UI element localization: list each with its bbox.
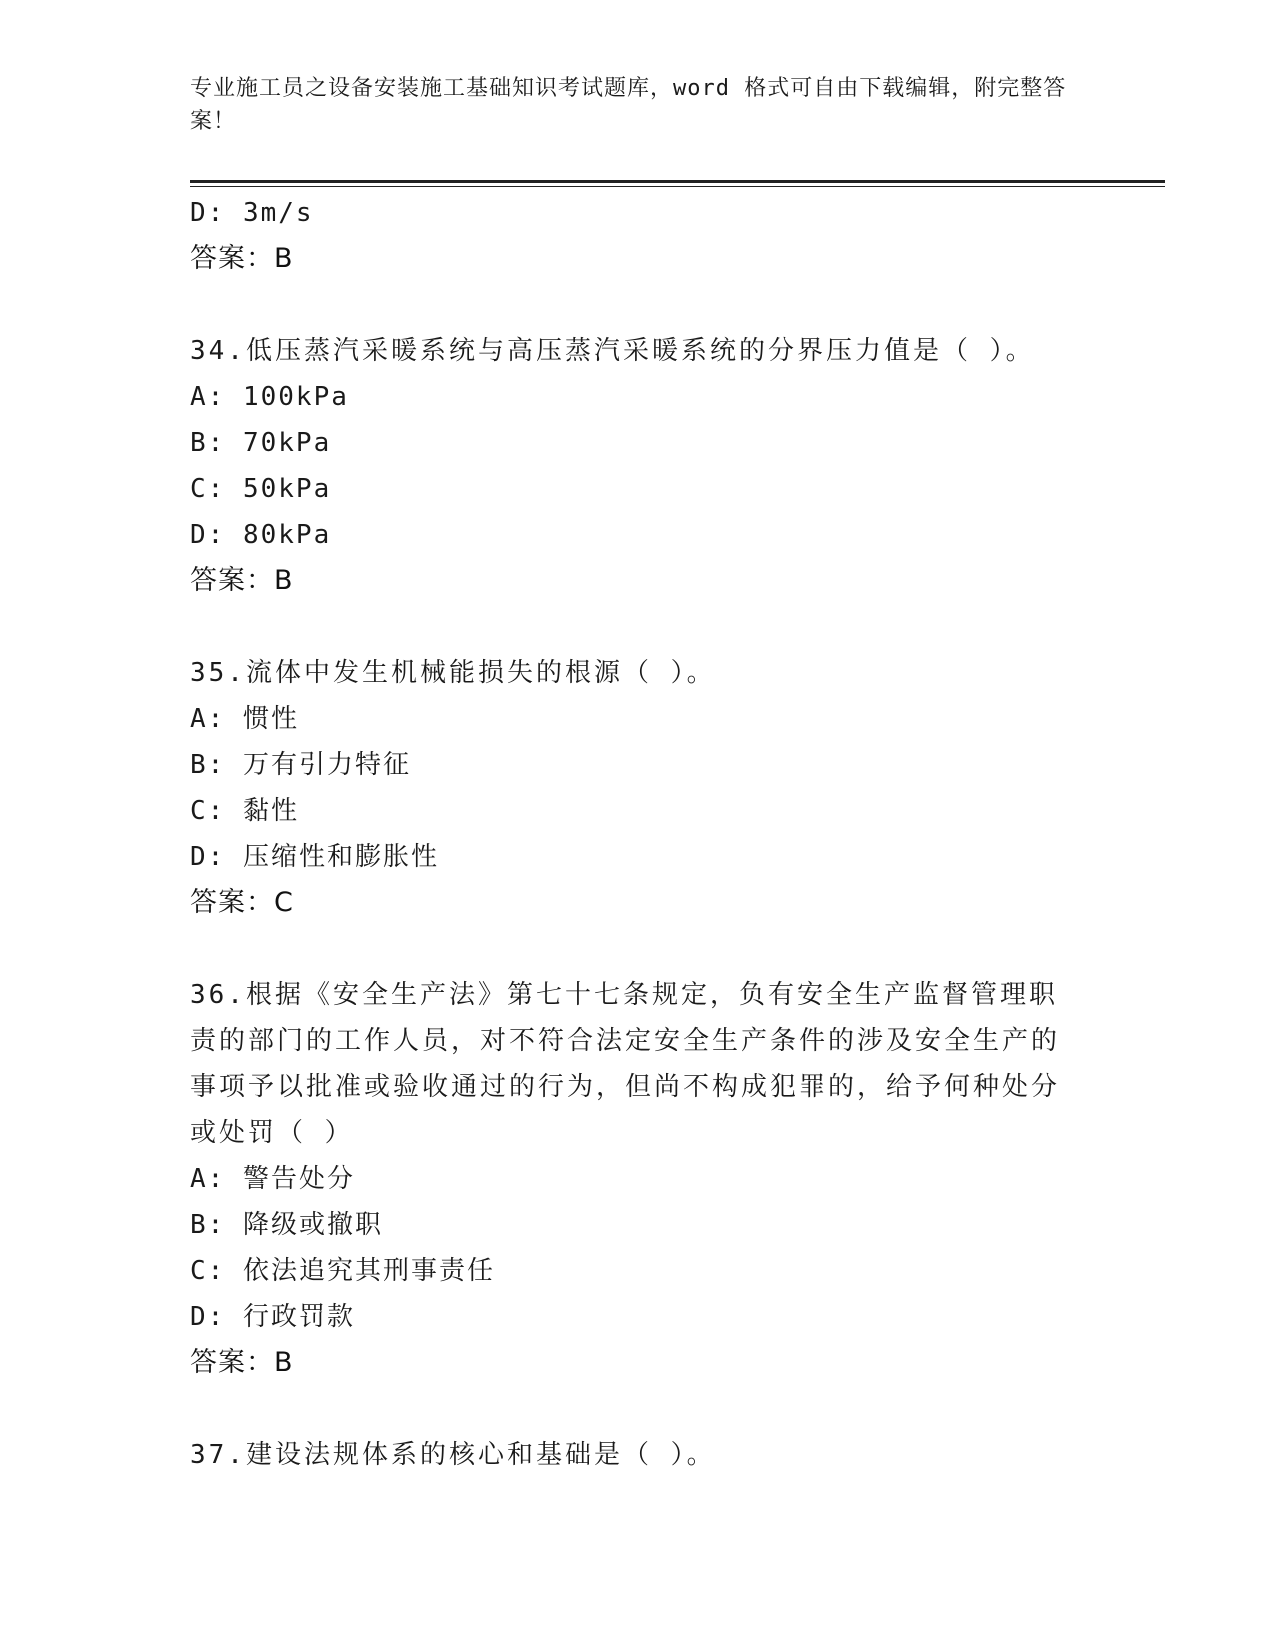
question-block-37 xyxy=(190,1432,1090,1478)
option-c: C: 50kPa xyxy=(190,474,332,504)
spacer xyxy=(190,282,1090,328)
question-stem: 34.低压蒸汽采暖系统与高压蒸汽采暖系统的分界压力值是（ ）。 xyxy=(190,336,1035,366)
question-stem: 36.根据《安全生产法》第七十七条规定，负有安全生产监督管理职责的部门的工作人员，对不符合法定安全生产条件的涉及安全生产的事项予以批准或验收通过的行为，但尚不构成犯罪的，给予何种处分或处罚（ ） xyxy=(190,980,1061,1148)
spacer xyxy=(190,926,1090,972)
question-block-36 xyxy=(190,972,1090,1386)
question-block-34 xyxy=(190,328,1090,604)
option-d: D: 行政罚款 xyxy=(190,1302,355,1332)
spacer xyxy=(190,604,1090,650)
option-a: A: 100kPa xyxy=(190,382,349,412)
question-stem: 37.建设法规体系的核心和基础是（ ）。 xyxy=(190,1440,716,1470)
option-b: B: 万有引力特征 xyxy=(190,750,411,780)
header-divider-thick xyxy=(190,180,1165,183)
answer-label: 答案：B xyxy=(190,1347,294,1378)
option-a: A: 惯性 xyxy=(190,704,299,734)
question-list xyxy=(190,190,1090,1478)
answer-label: 答案：C xyxy=(190,887,294,918)
option-b: B: 70kPa xyxy=(190,428,332,458)
question-block-33 xyxy=(190,190,1090,282)
option-c: C: 黏性 xyxy=(190,796,299,826)
option-d: D: 压缩性和膨胀性 xyxy=(190,842,439,872)
question-stem: 35.流体中发生机械能损失的根源（ ）。 xyxy=(190,658,716,688)
option-c: C: 依法追究其刑事责任 xyxy=(190,1256,495,1286)
document-header-title: 专业施工员之设备安装施工基础知识考试题库，word 格式可自由下载编辑，附完整答案！ xyxy=(190,76,1067,134)
question-block-35 xyxy=(190,650,1090,926)
spacer xyxy=(190,1386,1090,1432)
answer-label: 答案：B xyxy=(190,565,294,596)
option-d: D: 80kPa xyxy=(190,520,332,550)
header-divider-thin xyxy=(190,186,1165,187)
answer-label: 答案：B xyxy=(190,243,294,274)
option-a: A: 警告处分 xyxy=(190,1164,355,1194)
option-d: D: 3m/s xyxy=(190,198,314,228)
option-b: B: 降级或撤职 xyxy=(190,1210,383,1240)
